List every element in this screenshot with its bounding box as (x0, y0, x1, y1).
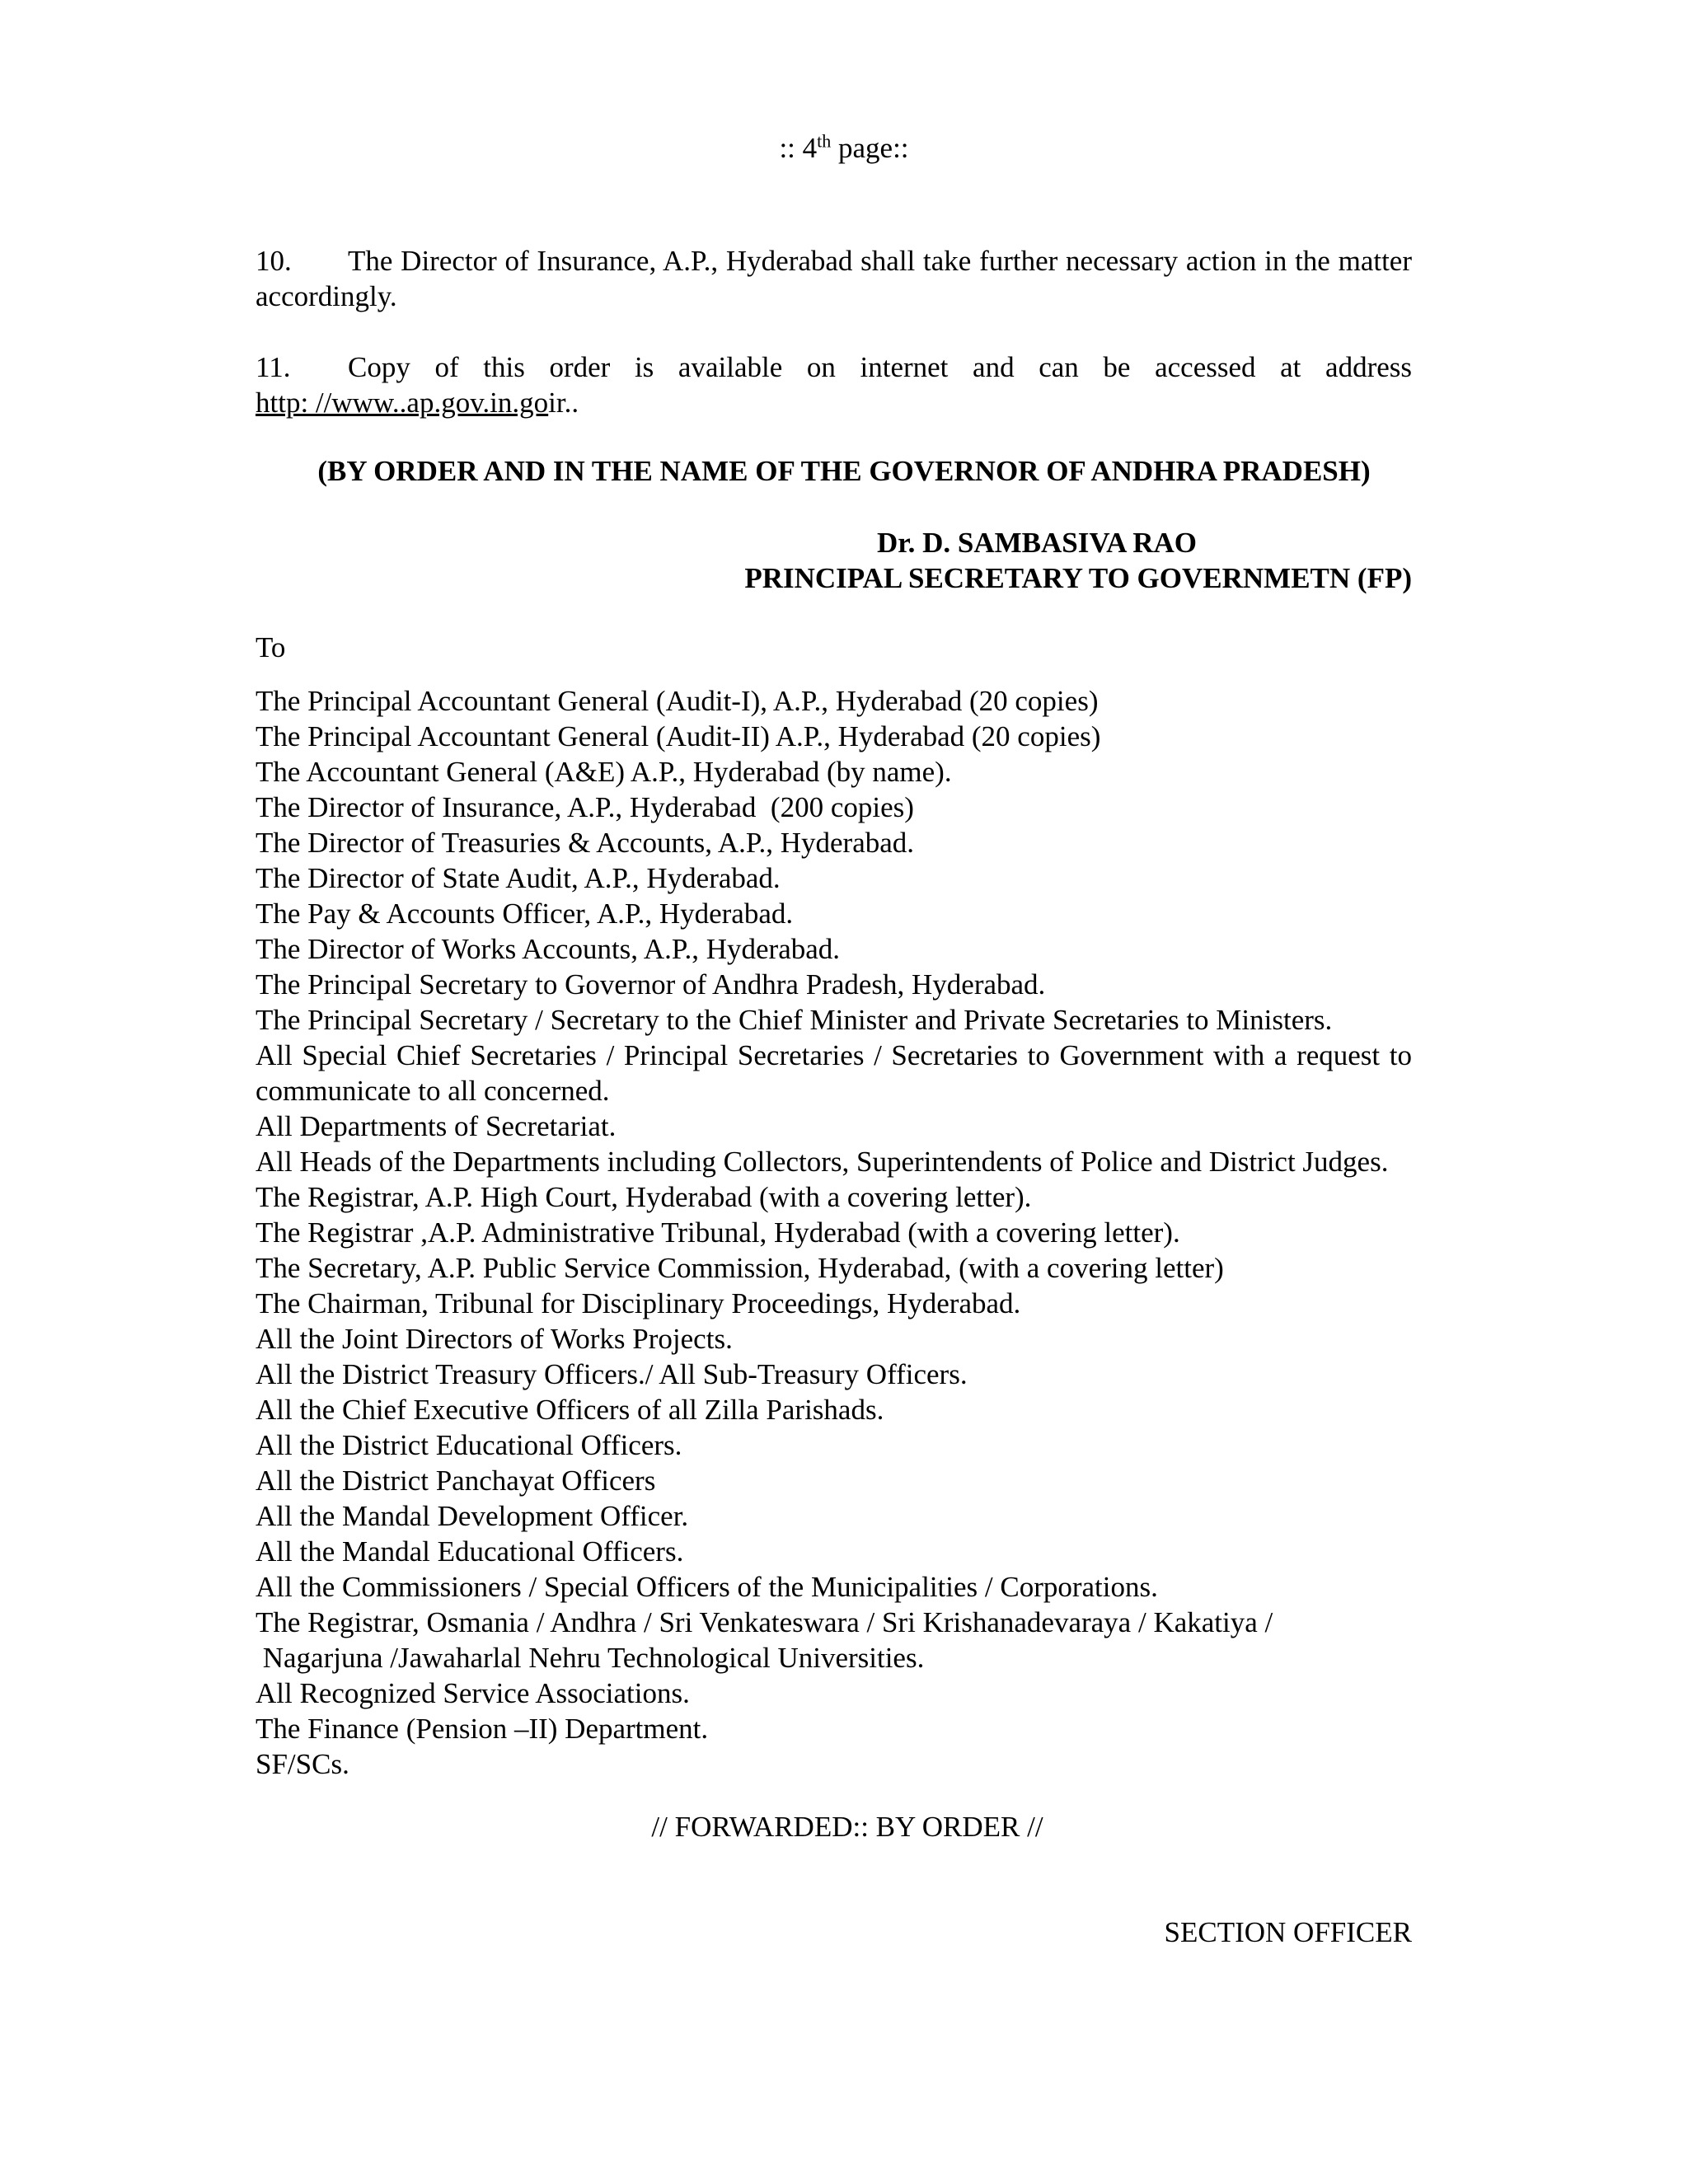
list-item: All the District Treasury Officers./ All Sub-Treasury Officers. (256, 1358, 968, 1390)
list-item: All the Commissioners / Special Officers of the Municipalities / Corporations. (256, 1571, 1158, 1603)
section-officer: SECTION OFFICER (1164, 1916, 1412, 1948)
list-item: The Principal Accountant General (Audit-I), A.P., Hyderabad (20 copies) (256, 685, 1099, 717)
paragraph-text: Copy of this order is available on internet and can be accessed at address (348, 351, 1412, 383)
list-item: The Director of Insurance, A.P., Hyderabad (200 copies) (256, 791, 914, 823)
website-link[interactable]: http: //www..ap.gov.in.go (256, 387, 549, 419)
list-item: All the District Educational Officers. (256, 1429, 682, 1461)
list-item: SF/SCs. (256, 1748, 349, 1780)
signatory-name: Dr. D. SAMBASIVA RAO (877, 527, 1197, 559)
list-item: The Director of State Audit, A.P., Hyderabad. (256, 862, 781, 894)
list-item: The Principal Secretary to Governor of Andhra Pradesh, Hyderabad. (256, 968, 1046, 1001)
list-item: The Principal Accountant General (Audit-II) A.P., Hyderabad (20 copies) (256, 720, 1101, 752)
paragraph-second-line (256, 385, 1412, 420)
paragraph-11 (256, 349, 1412, 420)
page-header-suffix: page:: (831, 132, 909, 164)
recipient-list (256, 683, 1412, 1782)
paragraph-number: 11. (256, 351, 291, 383)
list-item: The Director of Works Accounts, A.P., Hyderabad. (256, 933, 841, 965)
page-header (0, 130, 1688, 166)
page-header-prefix: :: 4 (779, 132, 818, 164)
list-item: All Special Chief Secretaries / Principal Secretaries / Secretaries to Government with a request to communicate to all concerned. (256, 1039, 1412, 1107)
list-item: The Principal Secretary / Secretary to the Chief Minister and Private Secretaries to Ministers. (256, 1004, 1333, 1036)
list-item: The Accountant General (A&E) A.P., Hyderabad (by name). (256, 756, 952, 788)
list-item: All the Joint Directors of Works Projects. (256, 1323, 733, 1355)
list-item: All the Chief Executive Officers of all Zilla Parishads. (256, 1394, 884, 1426)
paragraph-number: 10. (256, 245, 292, 277)
list-item: All the District Panchayat Officers (256, 1465, 656, 1497)
list-item: The Chairman, Tribunal for Disciplinary Proceedings, Hyderabad. (256, 1287, 1021, 1319)
paragraph-10 (256, 243, 1412, 314)
list-item: The Director of Treasuries & Accounts, A.P., Hyderabad. (256, 827, 915, 859)
paragraph-text: The Director of Insurance, A.P., Hyderabad shall take further necessary action in the matter accordingly. (256, 245, 1412, 312)
forwarded-line: // FORWARDED:: BY ORDER // (651, 1811, 1043, 1843)
signatory-title: PRINCIPAL SECRETARY TO GOVERNMETN (FP) (744, 562, 1412, 594)
to-label: To (256, 631, 286, 663)
order-line: (BY ORDER AND IN THE NAME OF THE GOVERNOR OF ANDHRA PRADESH) (317, 455, 1371, 487)
list-item: All Recognized Service Associations. (256, 1677, 690, 1709)
list-item: The Registrar ,A.P. Administrative Tribunal, Hyderabad (with a covering letter). (256, 1216, 1180, 1249)
list-item: All Departments of Secretariat. (256, 1110, 617, 1142)
list-item: All the Mandal Development Officer. (256, 1500, 689, 1532)
list-item: All the Mandal Educational Officers. (256, 1535, 684, 1568)
list-item: The Pay & Accounts Officer, A.P., Hyderabad. (256, 898, 794, 930)
list-item: The Registrar, Osmania / Andhra / Sri Venkateswara / Sri Krishanadevaraya / Kakatiya / Nagarjuna /Jawaharlal Nehru Technological Universities. (256, 1606, 1273, 1674)
paragraph-first-line (256, 349, 1412, 385)
list-item: The Registrar, A.P. High Court, Hyderabad (with a covering letter). (256, 1181, 1032, 1213)
list-item: All Heads of the Departments including Collectors, Superintendents of Police and District Judges. (256, 1146, 1389, 1178)
list-item: The Secretary, A.P. Public Service Commission, Hyderabad, (with a covering letter) (256, 1252, 1224, 1284)
link-tail: ir.. (548, 387, 579, 419)
page-header-superscript: th (817, 130, 832, 152)
list-item: The Finance (Pension –II) Department. (256, 1713, 709, 1745)
